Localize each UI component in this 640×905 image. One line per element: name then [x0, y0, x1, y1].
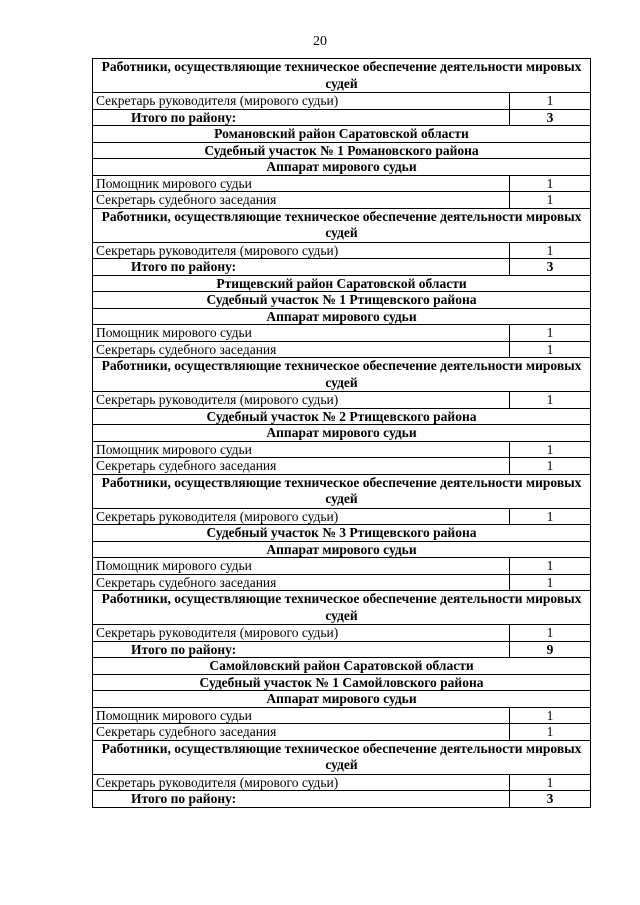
position-name: Секретарь судебного заседания: [93, 192, 510, 209]
section-header: Судебный участок № 3 Ртищевского района: [93, 525, 591, 542]
position-row: [93, 724, 591, 741]
section-header: Ртищевский район Саратовской области: [93, 275, 591, 292]
section-header: Работники, осуществляющие техническое обеспечение деятельности мировых судей: [93, 59, 591, 93]
section-header-row: [93, 674, 591, 691]
section-header: Судебный участок № 1 Ртищевского района: [93, 292, 591, 309]
section-header: Работники, осуществляющие техническое обеспечение деятельности мировых судей: [93, 740, 591, 774]
section-header-row: [93, 159, 591, 176]
section-header-row: [93, 292, 591, 309]
position-count: 1: [510, 508, 591, 525]
section-header-row: [93, 541, 591, 558]
section-header-row: [93, 474, 591, 508]
position-row: [93, 441, 591, 458]
section-header-row: [93, 658, 591, 675]
position-count: 1: [510, 574, 591, 591]
position-name: Секретарь руководителя (мирового судьи): [93, 508, 510, 525]
position-count: 1: [510, 175, 591, 192]
section-header: Аппарат мирового судьи: [93, 308, 591, 325]
staff-table: [92, 58, 591, 808]
position-name: Секретарь судебного заседания: [93, 341, 510, 358]
section-header-row: [93, 425, 591, 442]
position-row: [93, 508, 591, 525]
position-name: Помощник мирового судьи: [93, 175, 510, 192]
position-count: 1: [510, 325, 591, 342]
section-header-row: [93, 408, 591, 425]
total-count: 3: [510, 259, 591, 276]
section-header: Самойловский район Саратовской области: [93, 658, 591, 675]
position-row: [93, 574, 591, 591]
section-header-row: [93, 740, 591, 774]
section-header-row: [93, 308, 591, 325]
section-header: Судебный участок № 2 Ртищевского района: [93, 408, 591, 425]
position-count: 1: [510, 341, 591, 358]
section-header-row: [93, 358, 591, 392]
section-header: Судебный участок № 1 Самойловского района: [93, 674, 591, 691]
total-label: Итого по району:: [93, 259, 510, 276]
total-row: [93, 641, 591, 658]
total-label: Итого по району:: [93, 641, 510, 658]
position-row: [93, 341, 591, 358]
section-header-row: [93, 591, 591, 625]
section-header: Работники, осуществляющие техническое обеспечение деятельности мировых судей: [93, 591, 591, 625]
position-count: 1: [510, 774, 591, 791]
position-name: Помощник мирового судьи: [93, 325, 510, 342]
position-count: 1: [510, 724, 591, 741]
position-row: [93, 458, 591, 475]
section-header-row: [93, 59, 591, 93]
section-header: Судебный участок № 1 Романовского района: [93, 142, 591, 159]
position-count: 1: [510, 441, 591, 458]
section-header: Работники, осуществляющие техническое обеспечение деятельности мировых судей: [93, 474, 591, 508]
position-row: [93, 774, 591, 791]
position-row: [93, 625, 591, 642]
position-name: Помощник мирового судьи: [93, 707, 510, 724]
position-row: [93, 192, 591, 209]
position-name: Секретарь судебного заседания: [93, 458, 510, 475]
section-header-row: [93, 142, 591, 159]
position-row: [93, 558, 591, 575]
total-label: Итого по району:: [93, 109, 510, 126]
position-row: [93, 93, 591, 110]
position-count: 1: [510, 458, 591, 475]
position-name: Секретарь руководителя (мирового судьи): [93, 392, 510, 409]
position-name: Секретарь руководителя (мирового судьи): [93, 625, 510, 642]
total-row: [93, 259, 591, 276]
position-count: 1: [510, 242, 591, 259]
position-count: 1: [510, 192, 591, 209]
page-number: 20: [313, 34, 327, 49]
section-header: Аппарат мирового судьи: [93, 541, 591, 558]
total-count: 9: [510, 641, 591, 658]
position-name: Секретарь судебного заседания: [93, 574, 510, 591]
total-label: Итого по району:: [93, 791, 510, 808]
position-count: 1: [510, 93, 591, 110]
section-header: Романовский район Саратовской области: [93, 126, 591, 143]
position-row: [93, 707, 591, 724]
total-row: [93, 791, 591, 808]
position-name: Секретарь судебного заседания: [93, 724, 510, 741]
section-header-row: [93, 691, 591, 708]
section-header: Аппарат мирового судьи: [93, 691, 591, 708]
position-row: [93, 242, 591, 259]
position-count: 1: [510, 625, 591, 642]
position-count: 1: [510, 558, 591, 575]
position-count: 1: [510, 707, 591, 724]
section-header: Работники, осуществляющие техническое обеспечение деятельности мировых судей: [93, 358, 591, 392]
section-header-row: [93, 126, 591, 143]
total-count: 3: [510, 791, 591, 808]
position-count: 1: [510, 392, 591, 409]
total-row: [93, 109, 591, 126]
position-row: [93, 325, 591, 342]
section-header: Аппарат мирового судьи: [93, 159, 591, 176]
section-header: Работники, осуществляющие техническое обеспечение деятельности мировых судей: [93, 208, 591, 242]
position-name: Помощник мирового судьи: [93, 558, 510, 575]
staff-table-body: [93, 59, 591, 808]
position-row: [93, 392, 591, 409]
total-count: 3: [510, 109, 591, 126]
section-header-row: [93, 208, 591, 242]
section-header-row: [93, 275, 591, 292]
section-header: Аппарат мирового судьи: [93, 425, 591, 442]
position-name: Секретарь руководителя (мирового судьи): [93, 242, 510, 259]
position-name: Помощник мирового судьи: [93, 441, 510, 458]
position-row: [93, 175, 591, 192]
position-name: Секретарь руководителя (мирового судьи): [93, 93, 510, 110]
position-name: Секретарь руководителя (мирового судьи): [93, 774, 510, 791]
section-header-row: [93, 525, 591, 542]
